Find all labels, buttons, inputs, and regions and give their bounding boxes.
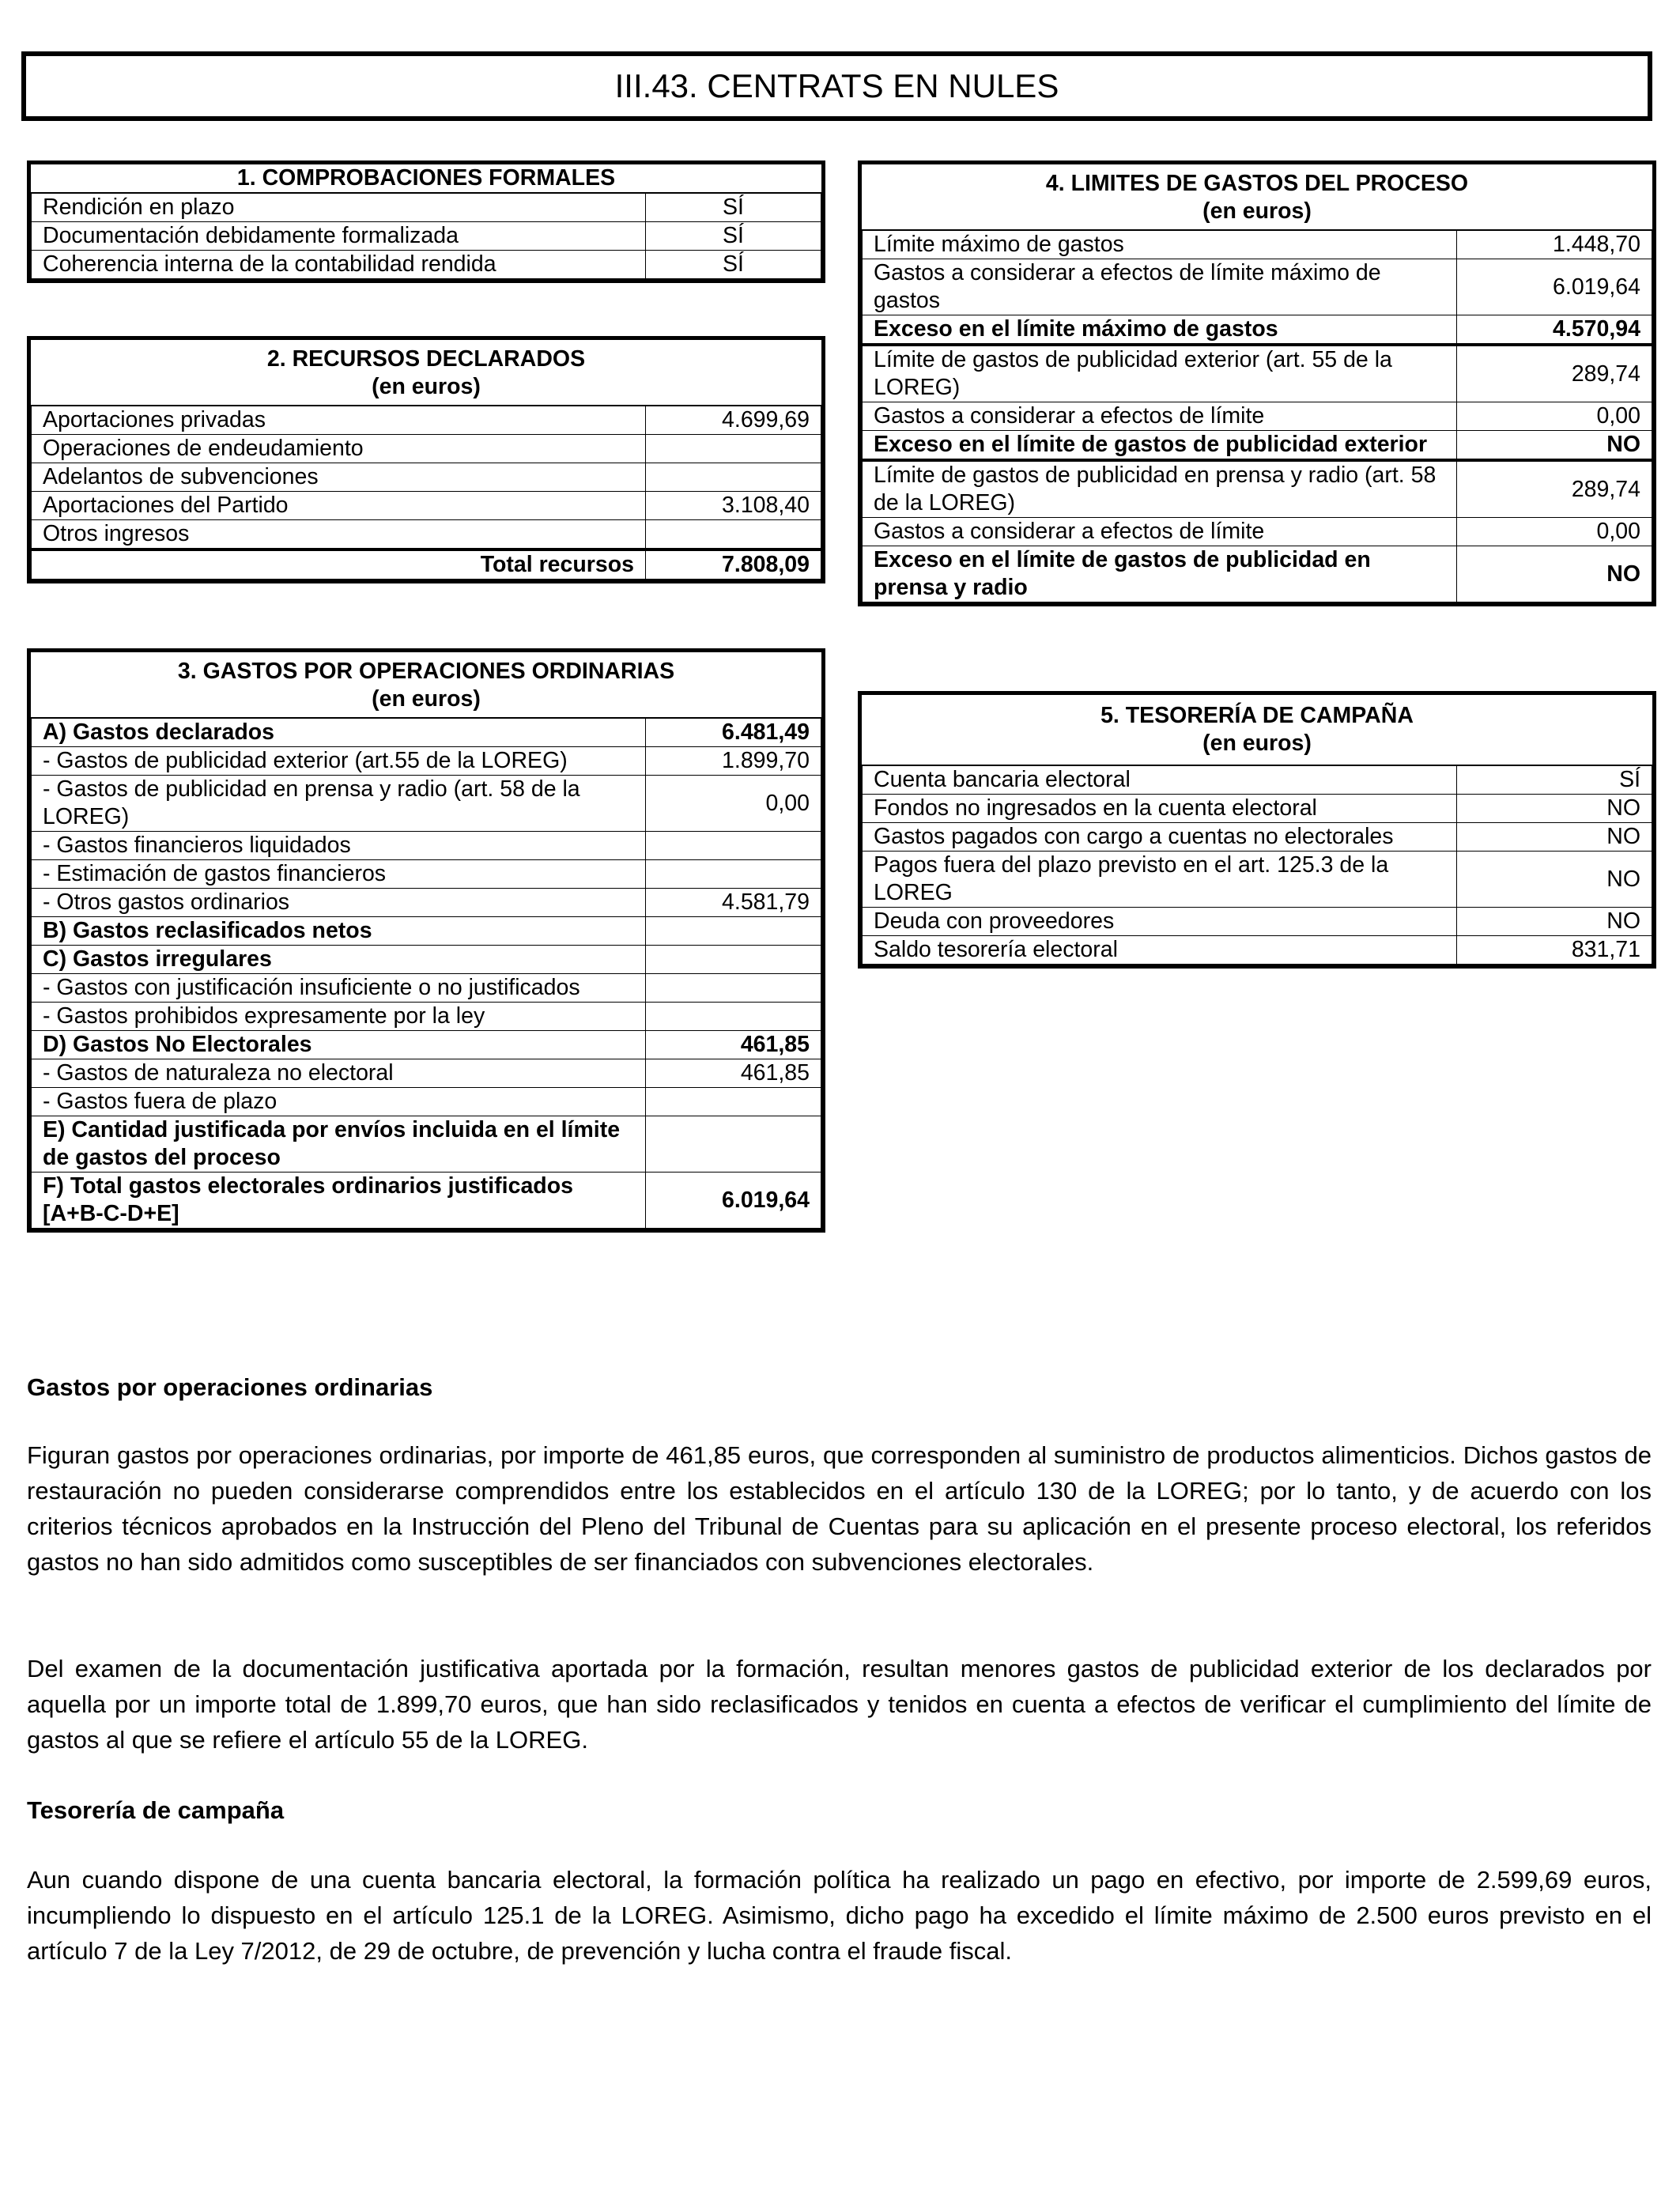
table-row: [32, 251, 821, 279]
row-label: Aportaciones privadas: [32, 406, 646, 435]
row-label: A) Gastos declarados: [32, 719, 646, 747]
row-label: Coherencia interna de la contabilidad rendida: [32, 251, 646, 279]
row-value: NO: [1457, 431, 1652, 461]
table-row: [863, 231, 1652, 259]
row-value: NO: [1457, 852, 1652, 908]
row-value: [646, 860, 821, 889]
row-label: Adelantos de subvenciones: [32, 463, 646, 492]
row-label: Gastos pagados con cargo a cuentas no electorales: [863, 823, 1457, 852]
row-label: B) Gastos reclasificados netos: [32, 917, 646, 946]
row-label: Pagos fuera del plazo previsto en el art. 125.3 de la LOREG: [863, 852, 1457, 908]
table-row: [32, 776, 821, 832]
table-row: [863, 518, 1652, 546]
table-row: [32, 222, 821, 251]
row-label: Deuda con proveedores: [863, 908, 1457, 936]
table-row: [32, 974, 821, 1003]
row-label: Exceso en el límite de gastos de publicidad exterior: [863, 431, 1457, 461]
formal-checks-title: 1. COMPROBACIONES FORMALES: [31, 164, 821, 193]
row-value: 6.019,64: [646, 1173, 821, 1229]
declared-resources-subtitle: (en euros): [372, 374, 481, 399]
row-label: Exceso en el límite de gastos de publicidad en prensa y radio: [863, 546, 1457, 602]
table-row: [863, 766, 1652, 795]
row-value: 831,71: [1457, 936, 1652, 965]
row-label: D) Gastos No Electorales: [32, 1031, 646, 1059]
row-value: 6.019,64: [1457, 259, 1652, 315]
row-label: Gastos a considerar a efectos de límite máximo de gastos: [863, 259, 1457, 315]
row-value: 0,00: [646, 776, 821, 832]
table-row: [32, 463, 821, 492]
row-label: - Estimación de gastos financieros: [32, 860, 646, 889]
table-row: [32, 406, 821, 435]
spending-limits-table: [858, 160, 1656, 606]
row-value: NO: [1457, 823, 1652, 852]
row-label: Gastos a considerar a efectos de límite: [863, 518, 1457, 546]
row-label: Cuenta bancaria electoral: [863, 766, 1457, 795]
row-label: Límite de gastos de publicidad en prensa y radio (art. 58 de la LOREG): [863, 460, 1457, 518]
row-value: NO: [1457, 908, 1652, 936]
row-label: - Gastos financieros liquidados: [32, 832, 646, 860]
row-label: - Gastos fuera de plazo: [32, 1088, 646, 1116]
row-value: 289,74: [1457, 460, 1652, 518]
row-value: [646, 917, 821, 946]
table-row: [32, 1003, 821, 1031]
row-value: 289,74: [1457, 345, 1652, 402]
table-row: [32, 747, 821, 776]
row-value: NO: [1457, 546, 1652, 602]
row-label: C) Gastos irregulares: [32, 946, 646, 974]
ordinary-expenses-subtitle: (en euros): [372, 686, 481, 712]
row-value: [646, 1003, 821, 1031]
spending-limits-header: [862, 164, 1652, 230]
campaign-treasury-subtitle: (en euros): [1202, 731, 1312, 756]
ordinary-expenses-title: 3. GASTOS POR OPERACIONES ORDINARIAS: [177, 659, 675, 684]
row-value: 461,85: [646, 1059, 821, 1088]
table-row: [863, 345, 1652, 402]
page-title: III.43. CENTRATS EN NULES: [21, 51, 1652, 121]
ordinary-expenses-table: [27, 648, 825, 1233]
row-value: 6.481,49: [646, 719, 821, 747]
spending-limits-title: 4. LIMITES DE GASTOS DEL PROCESO: [1045, 171, 1469, 196]
table-row: [863, 823, 1652, 852]
row-value: [646, 974, 821, 1003]
table-row: [32, 860, 821, 889]
table-row: [32, 520, 821, 550]
table-row: [863, 546, 1652, 602]
table-row: [32, 194, 821, 222]
table-row: [863, 259, 1652, 315]
row-label: - Gastos con justificación insuficiente o no justificados: [32, 974, 646, 1003]
row-label: Exceso en el límite máximo de gastos: [863, 315, 1457, 346]
row-value: SÍ: [646, 222, 821, 251]
table-row: [863, 852, 1652, 908]
total-value: 7.808,09: [646, 549, 821, 580]
row-label: - Otros gastos ordinarios: [32, 889, 646, 917]
table-row: [32, 832, 821, 860]
row-label: Límite de gastos de publicidad exterior (art. 55 de la LOREG): [863, 345, 1457, 402]
row-value: [646, 463, 821, 492]
row-label: Rendición en plazo: [32, 194, 646, 222]
spending-limits-subtitle: (en euros): [1202, 198, 1312, 224]
section-heading-treasury: Tesorería de campaña: [27, 1796, 285, 1824]
row-value: 4.581,79: [646, 889, 821, 917]
section-heading-ordinary-expenses: Gastos por operaciones ordinarias: [27, 1373, 433, 1401]
row-label: - Gastos prohibidos expresamente por la ley: [32, 1003, 646, 1031]
table-row: [863, 908, 1652, 936]
row-value: 461,85: [646, 1031, 821, 1059]
row-value: [646, 946, 821, 974]
table-row: [32, 1059, 821, 1088]
row-value: 1.899,70: [646, 747, 821, 776]
row-value: NO: [1457, 795, 1652, 823]
table-row: [32, 946, 821, 974]
row-value: 4.699,69: [646, 406, 821, 435]
declared-resources-title: 2. RECURSOS DECLARADOS: [266, 346, 586, 372]
row-label: Operaciones de endeudamiento: [32, 435, 646, 463]
row-value: 0,00: [1457, 518, 1652, 546]
row-value: [646, 1116, 821, 1173]
formal-checks-table: [27, 160, 825, 283]
table-row: [863, 795, 1652, 823]
row-value: [646, 832, 821, 860]
row-label: Gastos a considerar a efectos de límite: [863, 402, 1457, 431]
table-row: [32, 719, 821, 747]
campaign-treasury-header: [862, 695, 1652, 765]
table-row: [32, 1116, 821, 1173]
row-value: SÍ: [646, 251, 821, 279]
declared-resources-table: [27, 336, 825, 583]
table-row: [32, 889, 821, 917]
table-row: [32, 1173, 821, 1229]
paragraph-treasury: Aun cuando dispone de una cuenta bancaria electoral, la formación política ha realizado un pago en efectivo, por importe de 2.599,69 euros, incumpliendo lo dispuesto en el artículo 125.1 de la LOREG. Asimismo, dicho pago ha excedido el límite máximo de 2.500 euros previsto en el artículo 7 de la Ley 7/2012, de 29 de octubre, de prevención y lucha contra el fraude fiscal.: [27, 1866, 1652, 1965]
total-row: [32, 549, 821, 580]
table-row: [32, 917, 821, 946]
ordinary-expenses-header: [31, 652, 821, 718]
table-row: [863, 460, 1652, 518]
table-row: [863, 315, 1652, 346]
table-row: [863, 936, 1652, 965]
row-value: 0,00: [1457, 402, 1652, 431]
campaign-treasury-table: [858, 691, 1656, 969]
row-value: [646, 520, 821, 550]
row-label: - Gastos de publicidad en prensa y radio (art. 58 de la LOREG): [32, 776, 646, 832]
row-label: - Gastos de naturaleza no electoral: [32, 1059, 646, 1088]
row-label: Aportaciones del Partido: [32, 492, 646, 520]
paragraph-ordinary-expenses: Figuran gastos por operaciones ordinarias, por importe de 461,85 euros, que corresponden al suministro de productos alimenticios. Dichos gastos de restauración no pueden considerarse comprendidos entre los establecidos en el artículo 130 de la LOREG; por lo tanto, y de acuerdo con los criterios técnicos aprobados en la Instrucción del Pleno del Tribunal de Cuentas para su aplicación en el presente proceso electoral, los referidos gastos no han sido admitidos como susceptibles de ser financiados con subvenciones electorales.: [27, 1441, 1652, 1576]
row-label: Fondos no ingresados en la cuenta electoral: [863, 795, 1457, 823]
row-value: SÍ: [1457, 766, 1652, 795]
table-row: [32, 492, 821, 520]
row-label: Documentación debidamente formalizada: [32, 222, 646, 251]
row-value: 1.448,70: [1457, 231, 1652, 259]
row-label: F) Total gastos electorales ordinarios justificados [A+B-C-D+E]: [32, 1173, 646, 1229]
table-row: [863, 402, 1652, 431]
row-label: Saldo tesorería electoral: [863, 936, 1457, 965]
total-label: Total recursos: [32, 549, 646, 580]
row-value: SÍ: [646, 194, 821, 222]
row-value: 4.570,94: [1457, 315, 1652, 346]
row-value: 3.108,40: [646, 492, 821, 520]
row-label: E) Cantidad justificada por envíos incluida en el límite de gastos del proceso: [32, 1116, 646, 1173]
row-label: Otros ingresos: [32, 520, 646, 550]
row-label: Límite máximo de gastos: [863, 231, 1457, 259]
paragraph-reclassified: Del examen de la documentación justificativa aportada por la formación, resultan menores gastos de publicidad exterior de los declarados por aquella por un importe total de 1.899,70 euros, que han sido reclasificados y tenidos en cuenta a efectos de verificar el cumplimiento del límite de gastos al que se refiere el artículo 55 de la LOREG.: [27, 1655, 1652, 1754]
row-label: - Gastos de publicidad exterior (art.55 de la LOREG): [32, 747, 646, 776]
table-row: [32, 1031, 821, 1059]
table-row: [32, 435, 821, 463]
table-row: [32, 1088, 821, 1116]
row-value: [646, 1088, 821, 1116]
declared-resources-header: [31, 340, 821, 406]
campaign-treasury-title: 5. TESORERÍA DE CAMPAÑA: [1100, 703, 1414, 728]
row-value: [646, 435, 821, 463]
table-row: [863, 431, 1652, 461]
